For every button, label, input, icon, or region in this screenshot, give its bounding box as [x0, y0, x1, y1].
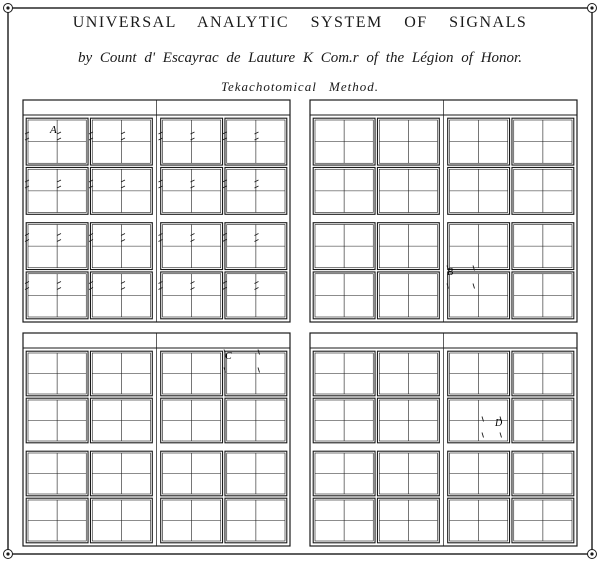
signal-tick — [255, 234, 259, 236]
plate-subtitle: by Count d' Escayrac de Lauture K Com.r of the Légion of Honor. — [78, 50, 522, 66]
plate-method: Tekachotomical Method. — [220, 79, 380, 94]
corner-curl-dot — [6, 6, 9, 9]
quadrant-top-right — [310, 100, 577, 322]
plate-title: UNIVERSAL ANALYTIC SYSTEM OF SIGNALS — [72, 14, 528, 31]
signal-tick — [255, 180, 259, 182]
signal-tick — [57, 282, 61, 284]
corner-curl-dot — [590, 552, 593, 555]
signal-dash — [258, 350, 260, 355]
signal-tick — [191, 186, 195, 188]
cell-labels — [49, 124, 503, 429]
signal-tick — [57, 234, 61, 236]
signal-tick — [57, 180, 61, 182]
label-d: D — [495, 418, 503, 429]
signal-tick — [25, 180, 29, 182]
signal-tick — [191, 132, 195, 134]
signal-tick — [57, 186, 61, 188]
corner-curl-dot — [590, 6, 593, 9]
signal-tick — [255, 138, 259, 140]
label-c: C — [225, 351, 232, 362]
label-a: A — [50, 124, 57, 136]
signal-tick — [57, 240, 61, 242]
signal-tick — [25, 138, 29, 140]
signal-tick — [25, 132, 29, 134]
signal-tick — [191, 240, 195, 242]
signal-tick — [191, 180, 195, 182]
signal-dash — [473, 284, 475, 289]
quadrant-top-left — [23, 100, 290, 322]
signal-dash — [482, 433, 484, 438]
signal-tick — [57, 132, 61, 134]
signal-tick — [191, 234, 195, 236]
signal-tick — [255, 132, 259, 134]
signal-tick — [57, 288, 61, 290]
quadrant-bottom-left — [23, 333, 290, 546]
signal-tick — [25, 282, 29, 284]
corner-curl-dot — [6, 552, 9, 555]
signal-tick — [25, 186, 29, 188]
signal-tick — [255, 186, 259, 188]
signal-tick — [191, 138, 195, 140]
signal-tick — [255, 240, 259, 242]
signal-tick — [191, 282, 195, 284]
signal-tick — [25, 234, 29, 236]
signal-tick — [25, 288, 29, 290]
signal-dash — [258, 368, 260, 373]
signal-tick — [57, 138, 61, 140]
quadrant-bottom-right — [310, 333, 577, 546]
signal-dash — [500, 433, 502, 438]
signal-marks — [25, 132, 502, 438]
label-b: B — [447, 267, 454, 278]
signal-tick — [255, 288, 259, 290]
signal-tick — [255, 282, 259, 284]
signal-tick — [25, 240, 29, 242]
signal-tick — [191, 288, 195, 290]
